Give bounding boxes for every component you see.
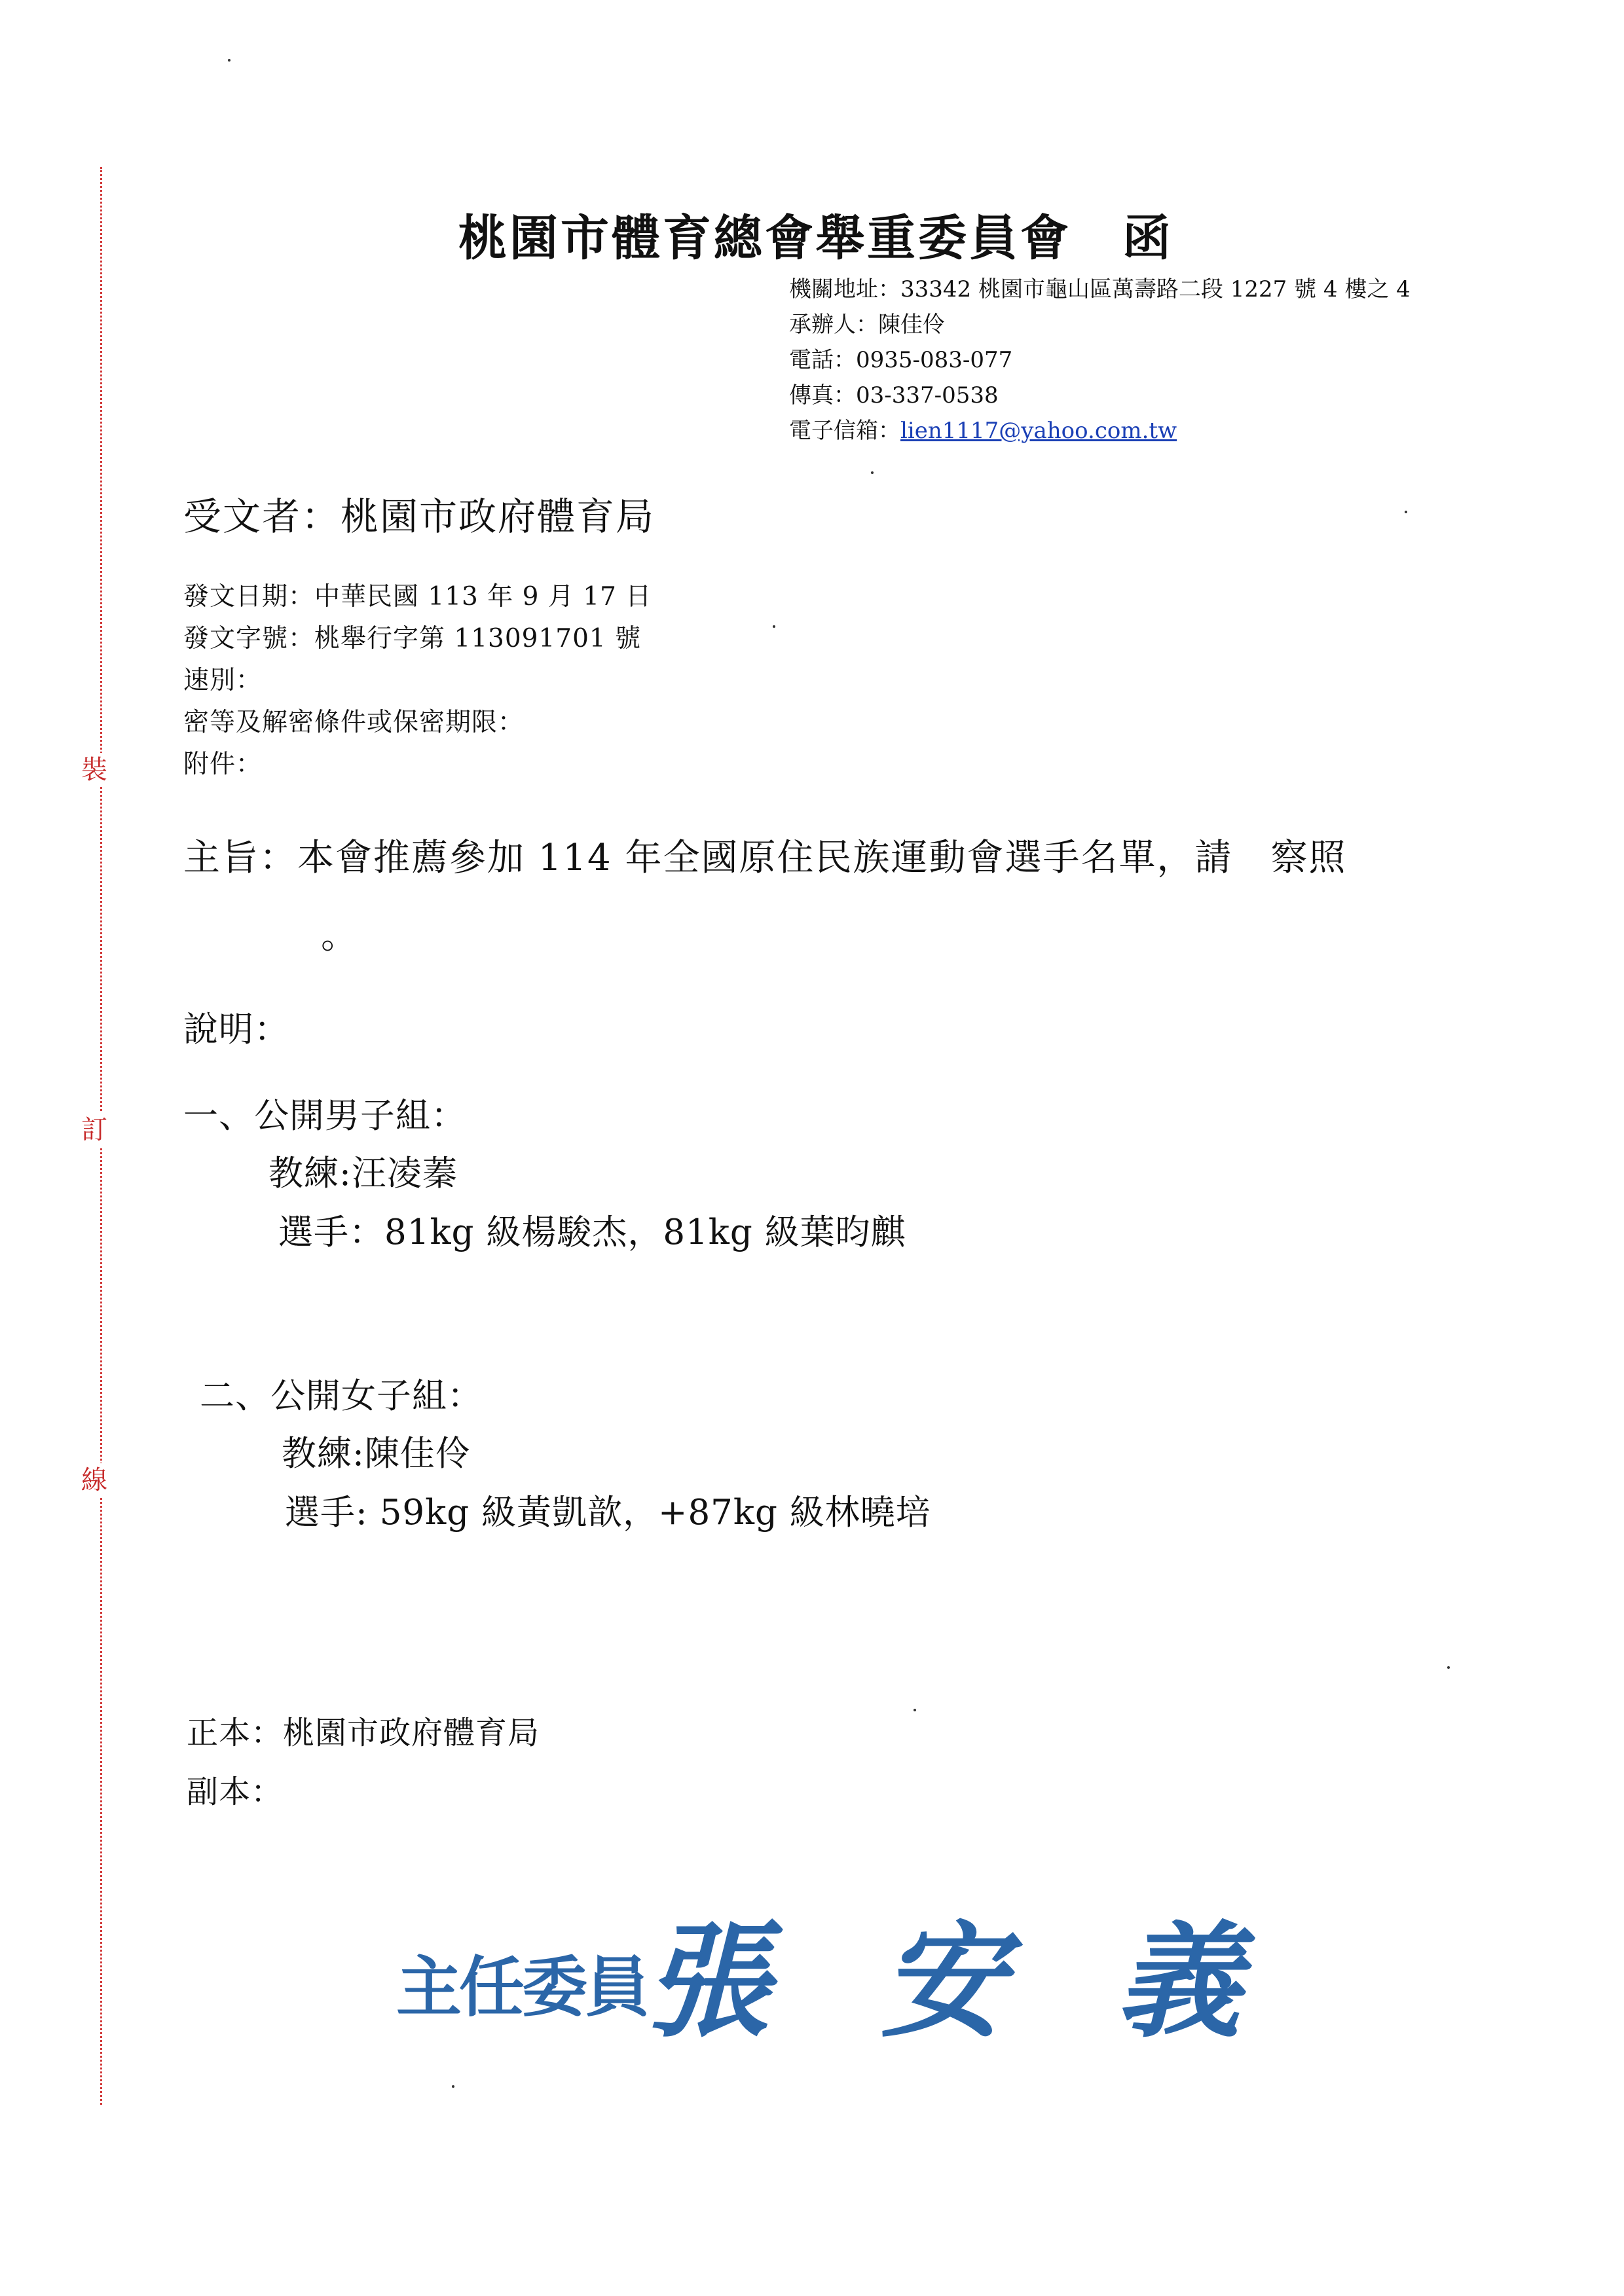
subject — [183, 829, 1347, 881]
group-women-athletes: 選手: 59kg 級黃凱歆，+87kg 級林曉培 — [285, 1493, 931, 1533]
agency-address-value: 33342 桃園市龜山區萬壽路二段 1227 號 4 樓之 4 — [900, 276, 1411, 302]
contact-person-label: 承辦人： — [789, 312, 878, 338]
binding-mark-ding: 訂 — [81, 1113, 107, 1147]
scan-speck — [773, 625, 775, 628]
scan-speck — [1405, 511, 1407, 513]
agency-address — [789, 272, 1411, 307]
recipient — [183, 486, 655, 541]
email — [789, 413, 1177, 448]
fax-value: 03-337-0538 — [856, 382, 999, 409]
recipient-label: 受文者： — [183, 494, 341, 539]
document-title: 桃園市體育總會舉重委員會 函 — [458, 210, 1173, 266]
issue-date: 發文日期：中華民國 113 年 9 月 17 日 — [183, 582, 652, 611]
scan-speck — [871, 471, 874, 474]
email-link[interactable]: lien1117@yahoo.com.tw — [900, 418, 1177, 444]
phone-value: 0935-083-077 — [856, 347, 1013, 373]
seal-title-stamp: 主任委員 — [396, 1948, 648, 2026]
binding-mark-xian: 線 — [81, 1463, 107, 1497]
copy-recipient-label: 副本： — [187, 1774, 284, 1810]
group-women-coach: 教練:陳佳伶 — [282, 1434, 471, 1474]
seal-name-stamp: 張 安 義 — [645, 1908, 1235, 2054]
group-men-heading: 一、公開男子組： — [183, 1096, 466, 1136]
fax-label: 傳真： — [789, 382, 856, 409]
subject-tail: 。 — [321, 915, 359, 957]
attachments: 附件： — [183, 750, 263, 779]
scan-speck — [913, 1709, 916, 1711]
urgency: 速別： — [183, 666, 263, 695]
scan-speck — [452, 2085, 454, 2088]
original-recipient-value: 桃園市政府體育局 — [283, 1715, 540, 1751]
doc-info-block — [183, 576, 652, 786]
phone-label: 電話： — [789, 347, 856, 373]
binding-mark-zhuang: 裝 — [81, 753, 107, 787]
fax — [789, 378, 999, 413]
original-recipient — [187, 1712, 540, 1754]
group-women-heading: 二、公開女子組： — [200, 1376, 483, 1416]
contact-person — [789, 307, 945, 342]
email-label: 電子信箱： — [789, 418, 900, 444]
phone — [789, 342, 1012, 378]
original-recipient-label: 正本： — [187, 1715, 284, 1751]
document-number: 發文字號：桃舉行字第 113091701 號 — [183, 624, 642, 653]
recipient-value: 桃園市政府體育局 — [341, 494, 655, 539]
group-men-coach: 教練:汪凌蓁 — [268, 1154, 458, 1194]
confidentiality: 密等及解密條件或保密期限： — [183, 708, 525, 737]
copy-recipient — [187, 1771, 283, 1813]
subject-text: 本會推薦參加 114 年全國原住民族運動會選手名單，請 察照 — [297, 837, 1347, 879]
contact-person-value: 陳佳伶 — [878, 312, 945, 338]
subject-label: 主旨： — [183, 837, 297, 879]
explanation-label: 說明： — [183, 1010, 289, 1049]
scan-speck — [228, 59, 231, 62]
group-men-athletes: 選手：81kg 級楊駿杰，81kg 級葉昀麒 — [278, 1212, 906, 1252]
scan-speck — [1447, 1666, 1450, 1669]
agency-address-label: 機關地址： — [789, 276, 900, 302]
